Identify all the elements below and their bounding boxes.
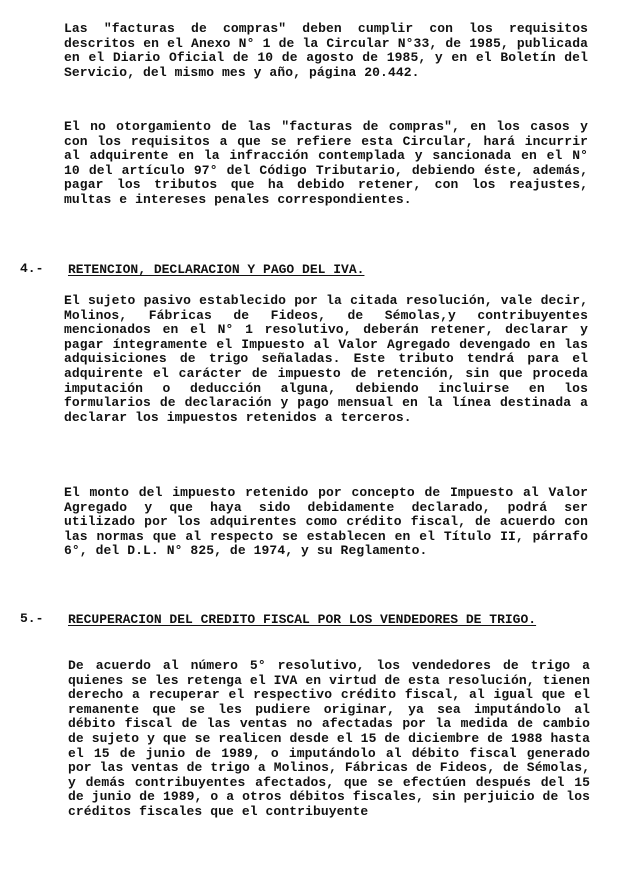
section-5-heading: RECUPERACION DEL CREDITO FISCAL POR LOS VENDEDORES DE TRIGO. xyxy=(68,612,537,627)
section-5-number: 5.- xyxy=(20,611,44,626)
section-4-heading: RETENCION, DECLARACION Y PAGO DEL IVA. xyxy=(68,262,365,277)
intro-paragraph-1: Las "facturas de compras" deben cumplir con los requisitos descritos en el Anexo N° 1 de la Circular N°33, de 1985, publicada en el Diario Oficial de 10 de agosto de 1985, y en el Boletín del Servicio, del mismo mes y año, página 20.442. xyxy=(64,21,588,80)
section-4-paragraph-1: El sujeto pasivo establecido por la citada resolución, vale decir, Molinos, Fábricas de Fideos, de Sémolas,y contribuyentes mencionados en el N° 1 resolutivo, deberán retener, declarar y pagar íntegramente el Impuesto al Valor Agregado devengado en las adquisiciones de trigo señaladas. Este tributo tendrá para el adquirente el carácter de impuesto de retención, sin que proceda imputación o deducción alguna, debiendo incluirse en los formularios de declaración y pago mensual en la línea destinada a declarar los impuestos retenidos a terceros. xyxy=(64,293,588,425)
section-4-paragraph-2: El monto del impuesto retenido por concepto de Impuesto al Valor Agregado y que haya sido debidamente declarado, podrá ser utilizado por los adquirentes como crédito fiscal, de acuerdo con las normas que al respecto se establecen en el Título II, párrafo 6°, del D.L. N° 825, de 1974, y su Reglamento. xyxy=(64,485,588,559)
section-5-paragraph-1: De acuerdo al número 5° resolutivo, los vendedores de trigo a quienes se les retenga el IVA en virtud de esta resolución, tienen derecho a recuperar el respectivo crédito fiscal, al igual que el remanente que se les pudiere originar, ya sea imputándolo al débito fiscal de las ventas no afectadas por la medida de cambio de sujeto y que se realicen desde el 15 de diciembre de 1988 hasta el 15 de junio de 1989, o imputándolo al débito fiscal generado por las ventas de trigo a Molinos, Fábricas de Fideos, de Sémolas, y demás contribuyentes afectados, que se efectúen después del 15 de junio de 1989, o a otros débitos fiscales, sin perjuicio de los créditos fiscales que el contribuyente xyxy=(68,658,590,819)
section-4-number: 4.- xyxy=(20,261,44,276)
intro-paragraph-2: El no otorgamiento de las "facturas de compras", en los casos y con los requisitos a que se refiere esta Circular, hará incurrir al adquirente en la infracción contemplada y sancionada en el N° 10 del artículo 97° del Código Tributario, debiendo éste, además, pagar los tributos que ha debido retener, con los reajustes, multas e intereses penales correspondientes. xyxy=(64,119,588,207)
